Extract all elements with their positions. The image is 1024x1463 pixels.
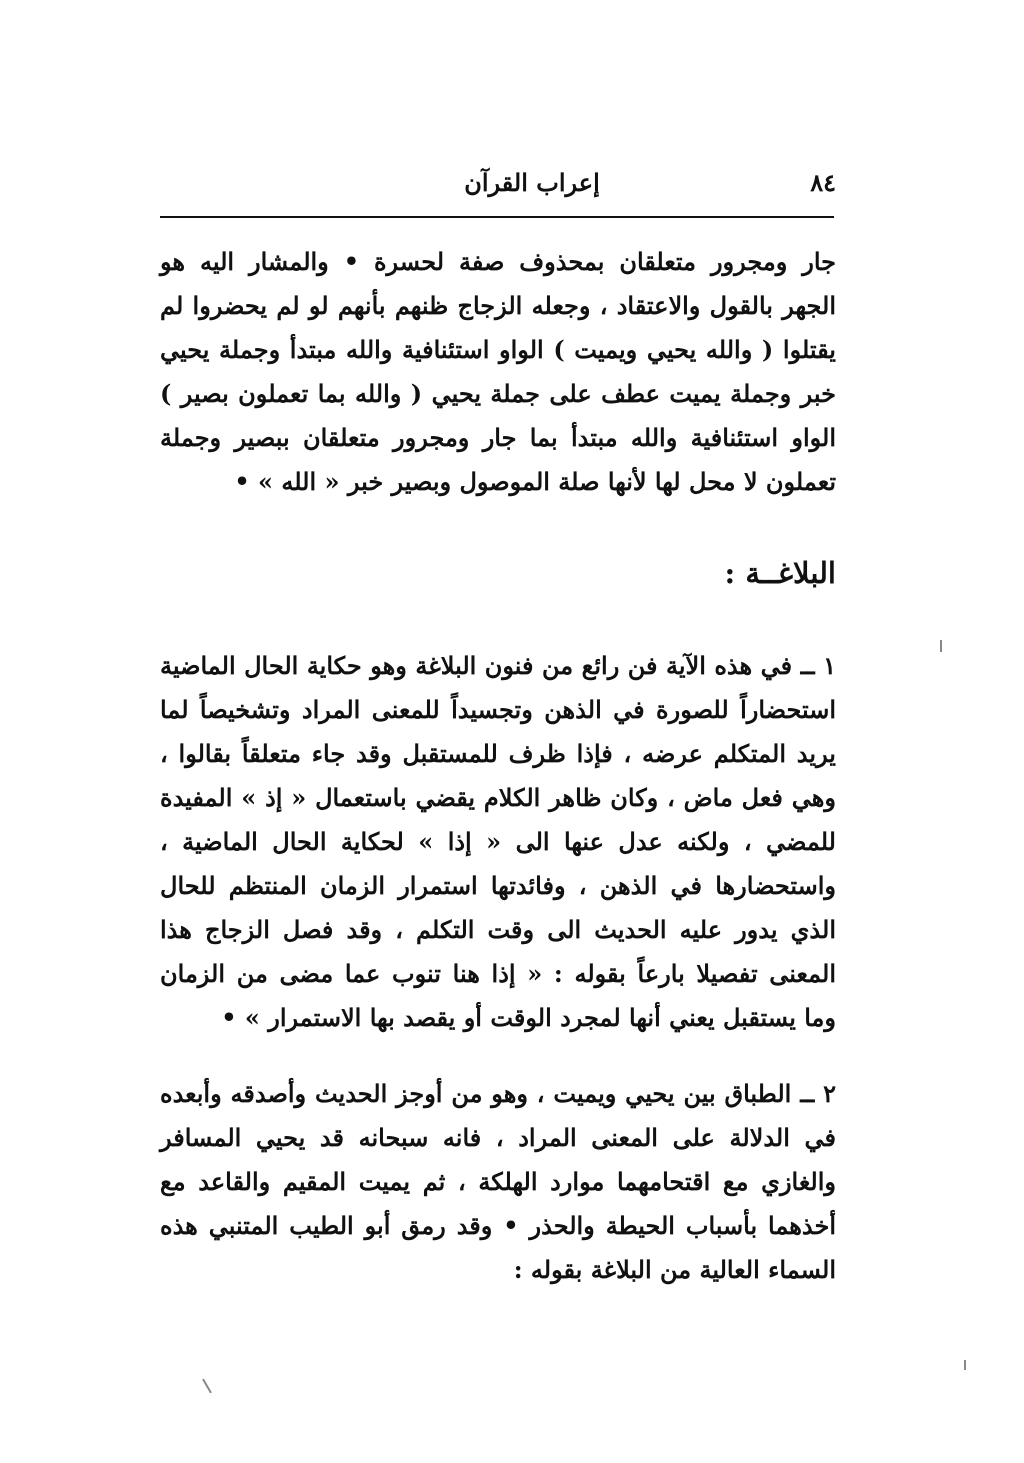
section-heading: البلاغــة : — [724, 556, 836, 590]
paragraph-grammar — [160, 240, 836, 504]
header-rule — [160, 216, 834, 218]
paragraph-text: جار ومجرور متعلقان بمحذوف صفة لحسرة • والمشار اليه هو الجهر بالقول والاعتقاد ، وجعله الزجاج ظنهم بأنهم لو لم يحضروا لم يقتلوا ( والله يحيي ويميت ) الواو استئنافية والله مبتدأ وجملة يحيي خبر وجملة يميت عطف على جملة يحيي ( والله بما تعملون بصير ) الواو استئنافية والله مبتدأ بما جار ومجرور متعلقان ببصير وجملة تعملون لا محل لها لأنها صلة الموصول وبصير خبر « الله » • — [160, 247, 837, 496]
running-title: إعراب القرآن — [464, 168, 600, 197]
page-number: ٨٤ — [810, 168, 836, 197]
paragraph-text: ١ ــ في هذه الآية فن رائع من فنون البلاغة وهو حكاية الحال الماضية استحضاراً للصورة في الذهن وتجسيداً للمعنى المراد وتشخيصاً لما يريد المتكلم عرضه ، فإذا ظرف للمستقبل وقد جاء متعلقاً بقالوا ، وهي فعل ماض ، وكان ظاهر الكلام يقضي باستعمال « إذ » المفيدة للمضي ، ولكنه عدل عنها الى « إذا » لحكاية الحال الماضية ، واستحضارها في الذهن ، وفائدتها استمرار الزمان المنتظم للحال الذي يدور عليه الحديث الى وقت التكلم ، وقد فصل الزجاج هذا المعنى تفصيلا بارعاً بقوله : « إذا هنا تنوب عما مضى من الزمان وما يستقبل يعني أنها لمجرد الوقت أو يقصد بها الاستمرار » • — [160, 651, 836, 1032]
scan-speck — [940, 640, 942, 652]
paragraph-text: ٢ ــ الطباق بين يحيي ويميت ، وهو من أوجز الحديث وأصدقه وأبعده في الدلالة على المعنى المراد ، فانه سبحانه قد يحيي المسافر والغازي مع اقتحامهما موارد الهلكة ، ثم يميت المقيم والقاعد مع أخذهما بأسباب الحيطة والحذر • وقد رمق أبو الطيب المتنبي هذه السماء العالية من البلاغة بقوله : — [160, 1079, 836, 1284]
scan-speck — [202, 1379, 212, 1394]
scan-speck — [964, 1360, 966, 1370]
page-header — [160, 168, 836, 208]
paragraph-rhetoric-2 — [160, 1072, 836, 1292]
paragraph-rhetoric-1 — [160, 644, 836, 1040]
